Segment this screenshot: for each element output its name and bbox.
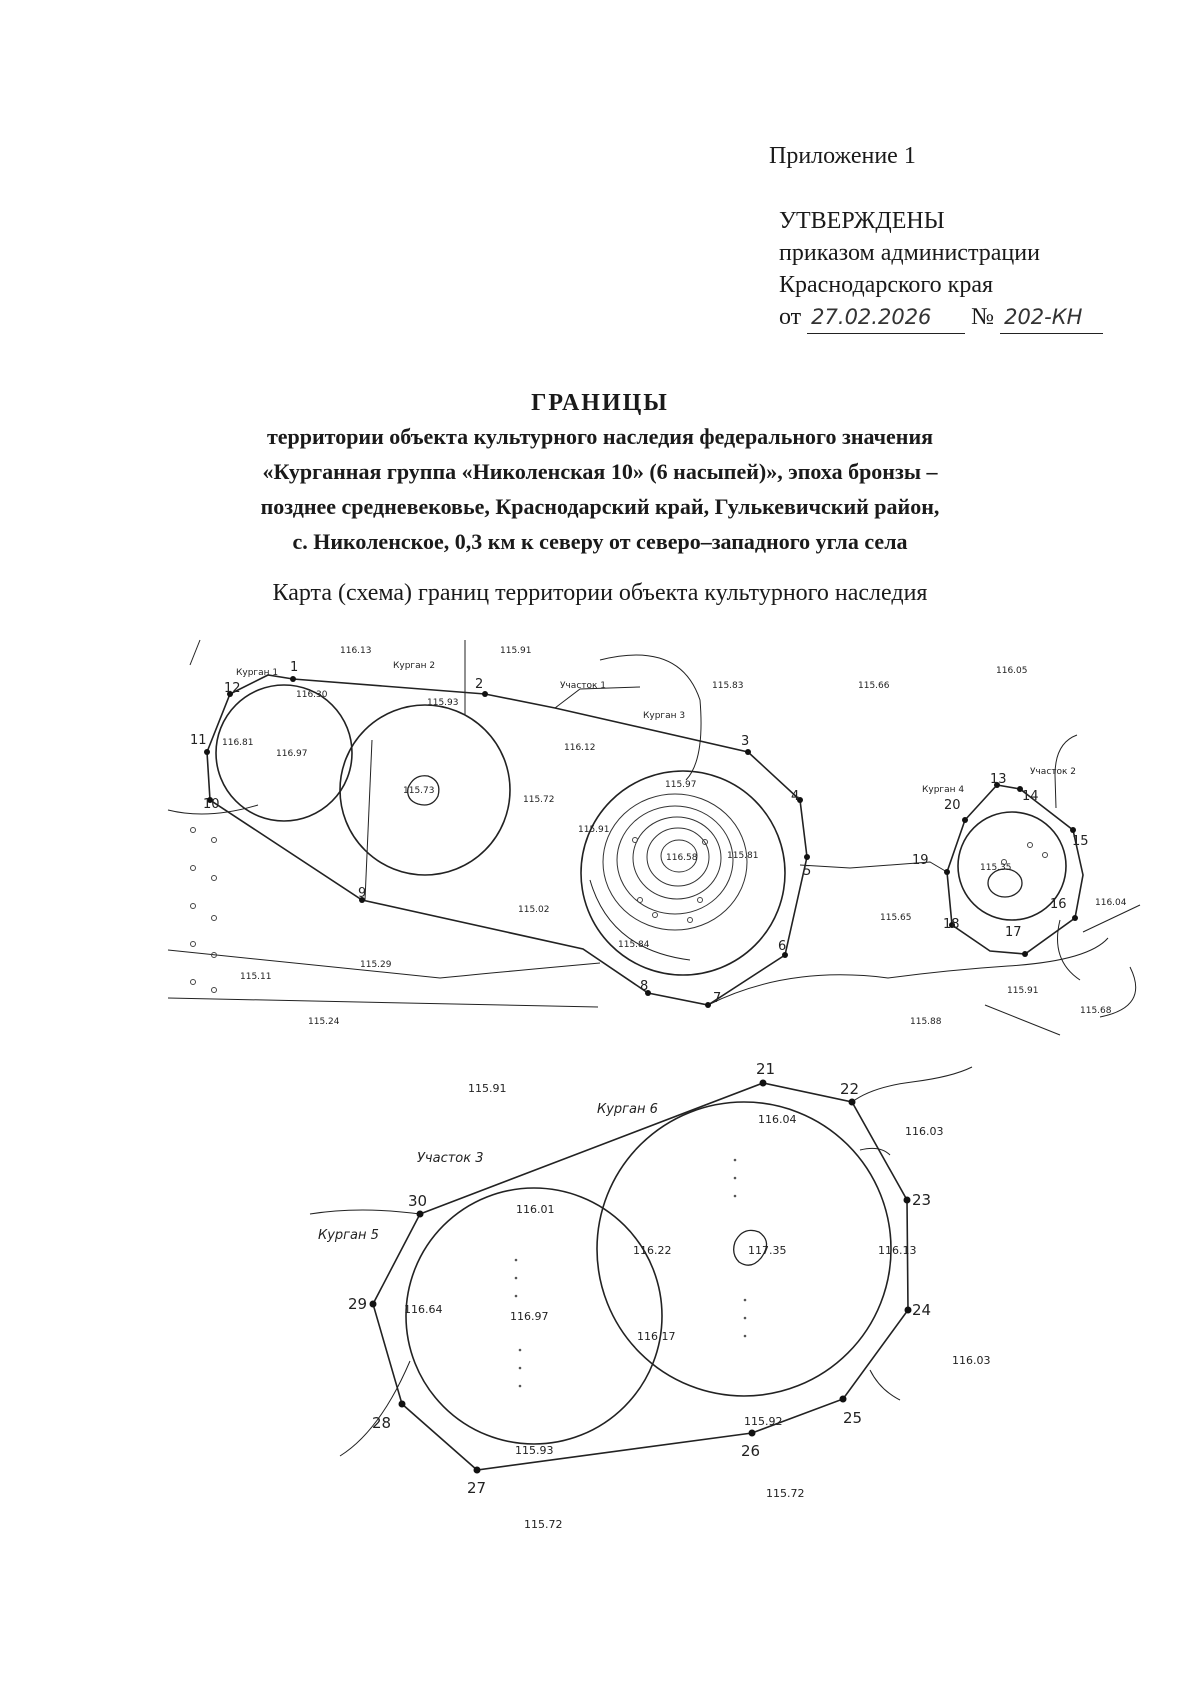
order-number: 202-КН: [1000, 301, 1103, 334]
elev: 115.83: [712, 681, 744, 691]
section-1-label: Участок 1: [560, 681, 607, 691]
elev: 115.24: [308, 1017, 340, 1027]
elev: 115.72: [523, 795, 555, 805]
section-3-label: Участок 3: [417, 1151, 484, 1166]
elev: 115.66: [858, 681, 890, 691]
point-28: 28: [372, 1414, 392, 1432]
bottom-kurgan-labels: [318, 1102, 658, 1243]
point-15: 15: [1072, 834, 1089, 849]
elev: 116.01: [516, 1203, 555, 1216]
point-12: 12: [224, 681, 241, 696]
elev: 116.22: [633, 1244, 672, 1257]
elev: 115.91: [468, 1082, 507, 1095]
kurgan-1-label: Курган 1: [236, 668, 279, 678]
point-11: 11: [190, 733, 207, 748]
section-2-label: Участок 2: [1030, 767, 1077, 777]
approval-line-2: приказом администрации: [779, 240, 1040, 266]
elev: 116.17: [637, 1330, 676, 1343]
elev: 116.30: [296, 690, 328, 700]
section-3-boundary: [373, 1083, 908, 1470]
elev: 115.11: [240, 972, 272, 982]
elev: 116.04: [758, 1113, 797, 1126]
point-10: 10: [203, 797, 220, 812]
point-7: 7: [713, 991, 722, 1006]
point-18: 18: [943, 917, 960, 932]
order-date: 27.02.2026: [807, 301, 965, 334]
point-22: 22: [840, 1080, 860, 1098]
point-8: 8: [640, 979, 649, 994]
elev: 116.97: [510, 1310, 549, 1323]
elev: 115.68: [1080, 1006, 1112, 1016]
elev: 115.65: [880, 913, 912, 923]
number-prefix: №: [971, 304, 995, 330]
appendix-label: Приложение 1: [769, 143, 916, 169]
point-23: 23: [912, 1191, 932, 1209]
point-17: 17: [1005, 925, 1022, 940]
point-3: 3: [741, 734, 750, 749]
elev: 115.72: [524, 1518, 563, 1531]
title-line-4: с. Николенское, 0,3 км к северу от северо–западного угла села: [292, 529, 908, 554]
elev: 116.64: [404, 1303, 443, 1316]
elev: 115.91: [1007, 986, 1039, 996]
elev: 116.58: [666, 853, 698, 863]
kurgan-4-label: Курган 4: [922, 785, 965, 795]
bottom-vertices: [370, 1080, 912, 1474]
point-5: 5: [803, 864, 812, 879]
elev: 115.93: [427, 698, 459, 708]
elev: 115.88: [910, 1017, 942, 1027]
elev: 115.29: [360, 960, 392, 970]
elev: 117.35: [748, 1244, 787, 1257]
point-21: 21: [756, 1060, 776, 1078]
point-4: 4: [791, 789, 800, 804]
bottom-elevations: [404, 1082, 991, 1531]
bottom-point-numbers: [348, 1060, 931, 1497]
elev: 115.35: [980, 863, 1012, 873]
from-prefix: от: [779, 304, 802, 330]
kurgan-3-circle: [581, 771, 785, 975]
elev: 115.97: [665, 780, 697, 790]
point-19: 19: [912, 853, 929, 868]
elev: 115.81: [727, 851, 759, 861]
point-1: 1: [290, 660, 299, 675]
point-29: 29: [348, 1295, 368, 1313]
top-point-numbers: [190, 660, 1089, 1006]
bottom-axis-dots: [515, 1159, 747, 1388]
top-vertices: [204, 676, 1078, 1008]
elev: 115.92: [744, 1415, 783, 1428]
elev: 116.81: [222, 738, 254, 748]
kurgan-5-label: Курган 5: [318, 1228, 379, 1243]
elev: 116.12: [564, 743, 596, 753]
point-16: 16: [1050, 897, 1067, 912]
kurgan-5-base-arc: [340, 1361, 410, 1456]
elev: 115.93: [515, 1444, 554, 1457]
kurgan-3-label: Курган 3: [643, 711, 686, 721]
elev: 115.02: [518, 905, 550, 915]
elev: 115.73: [403, 786, 435, 796]
elev: 115.84: [618, 940, 650, 950]
approval-line-3: Краснодарского края: [779, 272, 994, 298]
point-6: 6: [778, 939, 787, 954]
point-2: 2: [475, 677, 484, 692]
title-line-2: «Курганная группа «Николенская 10» (6 насыпей)», эпоха бронзы –: [262, 459, 938, 484]
elev: 116.03: [905, 1125, 944, 1138]
map-subtitle: Карта (схема) границ территории объекта культурного наследия: [272, 580, 928, 606]
point-27: 27: [467, 1479, 487, 1497]
title-line-3: позднее средневековье, Краснодарский край, Гулькевичский район,: [260, 494, 940, 519]
elev: 116.13: [340, 646, 372, 656]
point-26: 26: [741, 1442, 761, 1460]
point-13: 13: [990, 772, 1007, 787]
elev: 116.03: [952, 1354, 991, 1367]
elev: 115.91: [578, 825, 610, 835]
point-9: 9: [358, 886, 367, 901]
elev: 116.05: [996, 666, 1028, 676]
kurgan-4-summit-contour: [988, 869, 1022, 897]
elev: 116.97: [276, 749, 308, 759]
point-20: 20: [944, 798, 961, 813]
elev: 115.72: [766, 1487, 805, 1500]
elev: 116.13: [878, 1244, 917, 1257]
kurgan-6-label: Курган 6: [597, 1102, 658, 1117]
title-line-1: территории объекта культурного наследия федерального значения: [266, 424, 934, 449]
point-24: 24: [912, 1301, 932, 1319]
title-heading: ГРАНИЦЫ: [531, 390, 669, 416]
point-30: 30: [408, 1192, 428, 1210]
kurgan-2-label: Курган 2: [393, 661, 436, 671]
approved-heading: УТВЕРЖДЕНЫ: [779, 208, 945, 234]
elev: 115.91: [500, 646, 532, 656]
elev: 116.04: [1095, 898, 1127, 908]
point-25: 25: [843, 1409, 863, 1427]
point-14: 14: [1022, 789, 1039, 804]
